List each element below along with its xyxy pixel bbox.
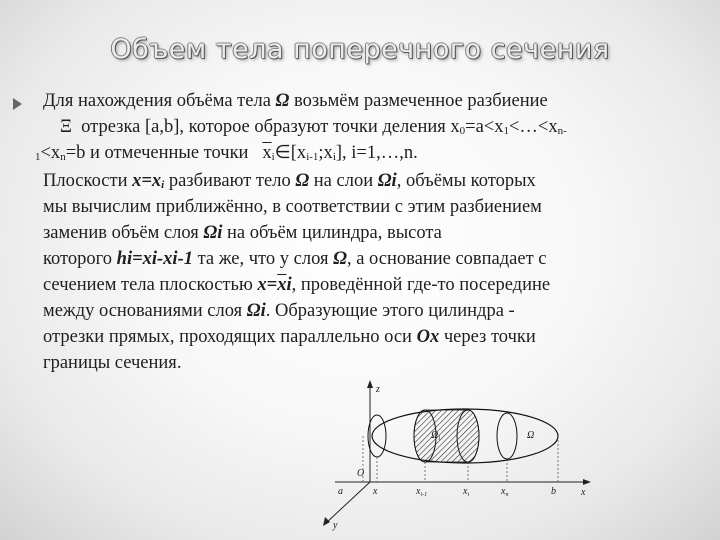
- tick-label-xn-sub: n: [505, 492, 509, 498]
- tick-label-xi-sub: i: [467, 492, 470, 498]
- text-run: ;x: [318, 143, 333, 163]
- xbar-symbol: $\overline{x}$: [262, 143, 272, 163]
- text-line-8: [43, 272, 711, 298]
- x-axis-label: x: [581, 487, 586, 498]
- tick-label-x: x: [373, 486, 378, 497]
- subscript: 0: [459, 125, 466, 137]
- tick-label-xn-main: x: [501, 486, 506, 497]
- z-axis-arrow-icon: [367, 380, 373, 388]
- plane-formula: [132, 171, 164, 191]
- tick-label-xi-main: x: [463, 486, 468, 497]
- omega-symbol: Ω: [275, 91, 290, 111]
- text-run: Плоскости: [43, 171, 128, 191]
- omega-label: Ω: [527, 430, 535, 441]
- text-line-11: границы сечения.: [43, 353, 182, 373]
- omega-symbol: Ω: [295, 171, 310, 191]
- text-run: Для нахождения объёма тела: [43, 91, 271, 111]
- text-run: которого: [43, 249, 113, 269]
- text-run: , объёмы которых: [396, 171, 536, 191]
- subscript: n: [60, 151, 66, 163]
- text-run: возьмём размеченное разбиение: [293, 91, 548, 111]
- tick-label-xn: [500, 486, 508, 498]
- text-line-2: [43, 114, 711, 140]
- section-formula: [257, 275, 291, 295]
- text-run: на слои: [313, 171, 374, 191]
- text-run: заменив объём слоя: [43, 223, 199, 243]
- text-run: ], i=1,…,n.: [335, 143, 418, 163]
- text-run: через точки: [443, 327, 536, 347]
- text-line-5: мы вычислим приближённо, в соответствии с этим разбиением: [43, 197, 542, 217]
- height-formula: hi=xi-xi-1: [116, 249, 193, 269]
- slide-title: Объем тела поперечного сечения: [110, 34, 610, 65]
- text-run: , а основание совпадает с: [346, 249, 547, 269]
- y-axis: [325, 482, 370, 524]
- body-text: [35, 88, 711, 376]
- text-line-10: [43, 324, 711, 350]
- ox-axis-label: Ox: [416, 327, 440, 347]
- text-run: на объём цилиндра, высота: [226, 223, 442, 243]
- omega-i-label-main: Ω: [431, 430, 439, 441]
- text-run: <…<x: [508, 117, 558, 137]
- text-line-3: [35, 140, 711, 166]
- tick-label-xi1-main: x: [416, 486, 421, 497]
- subscript: 1: [503, 125, 509, 137]
- tick-label-xi1: [415, 486, 427, 498]
- subscript: i: [161, 179, 165, 191]
- text-run: сечением тела плоскостью: [43, 275, 253, 295]
- subscript: i: [332, 151, 336, 163]
- text-line-7: [43, 246, 711, 272]
- subscript: i: [271, 151, 275, 163]
- omega-i-symbol: Ωi: [377, 171, 397, 191]
- section-curve-left: [368, 415, 386, 457]
- subscript: i-1: [306, 151, 319, 163]
- subscript: 1: [35, 151, 41, 163]
- text-run: . Образующие этого цилиндра -: [265, 301, 515, 321]
- text-line-6: [43, 220, 711, 246]
- tick-label-xi1-sub: i-1: [420, 492, 428, 498]
- hatched-layer: [414, 410, 479, 462]
- tick-label-b: b: [551, 486, 556, 497]
- plane-formula-text: x=x: [132, 171, 162, 191]
- xi-symbol: Ξ: [60, 117, 72, 137]
- section-curve-xn: [497, 413, 517, 459]
- text-line-4: [43, 168, 711, 194]
- text-line-9: [43, 298, 711, 324]
- text-run: , проведённой где-то посередине: [291, 275, 551, 295]
- text-run: =b и отмеченные точки: [65, 143, 249, 163]
- text-run: =a<x: [465, 117, 504, 137]
- omega-symbol: Ω: [333, 249, 347, 269]
- x-axis-arrow-icon: [583, 479, 591, 485]
- omega-i-label-sub: i: [438, 434, 441, 442]
- text-run: ∈[x: [274, 143, 307, 163]
- text-run: между основаниями слоя: [43, 301, 243, 321]
- subscript: n-: [557, 125, 567, 137]
- y-axis-arrow-icon: [323, 517, 330, 526]
- text-run: разбивают тело: [168, 171, 291, 191]
- text-run: отрезка [a,b], которое образуют точки деления x: [81, 117, 460, 137]
- tick-label-xi: [462, 486, 469, 498]
- subscript: i: [286, 275, 292, 295]
- text-run: та же, что у слоя: [197, 249, 329, 269]
- omega-i-symbol: Ωi: [246, 301, 266, 321]
- omega-i-symbol: Ωi: [203, 223, 223, 243]
- text-run: <x: [40, 143, 61, 163]
- text-run: отрезки прямых, проходящих параллельно оси: [43, 327, 412, 347]
- bullet-arrow-icon: [13, 98, 22, 110]
- z-axis-label: z: [376, 384, 380, 395]
- y-axis-label: y: [333, 520, 338, 531]
- text-line-1: [43, 88, 711, 114]
- origin-label: O: [357, 468, 365, 479]
- xbar-symbol: $\overline{x}$: [277, 275, 287, 295]
- tick-label-a: a: [338, 486, 343, 497]
- section-formula-text: x=: [257, 275, 278, 295]
- solid-section-diagram: [315, 378, 615, 536]
